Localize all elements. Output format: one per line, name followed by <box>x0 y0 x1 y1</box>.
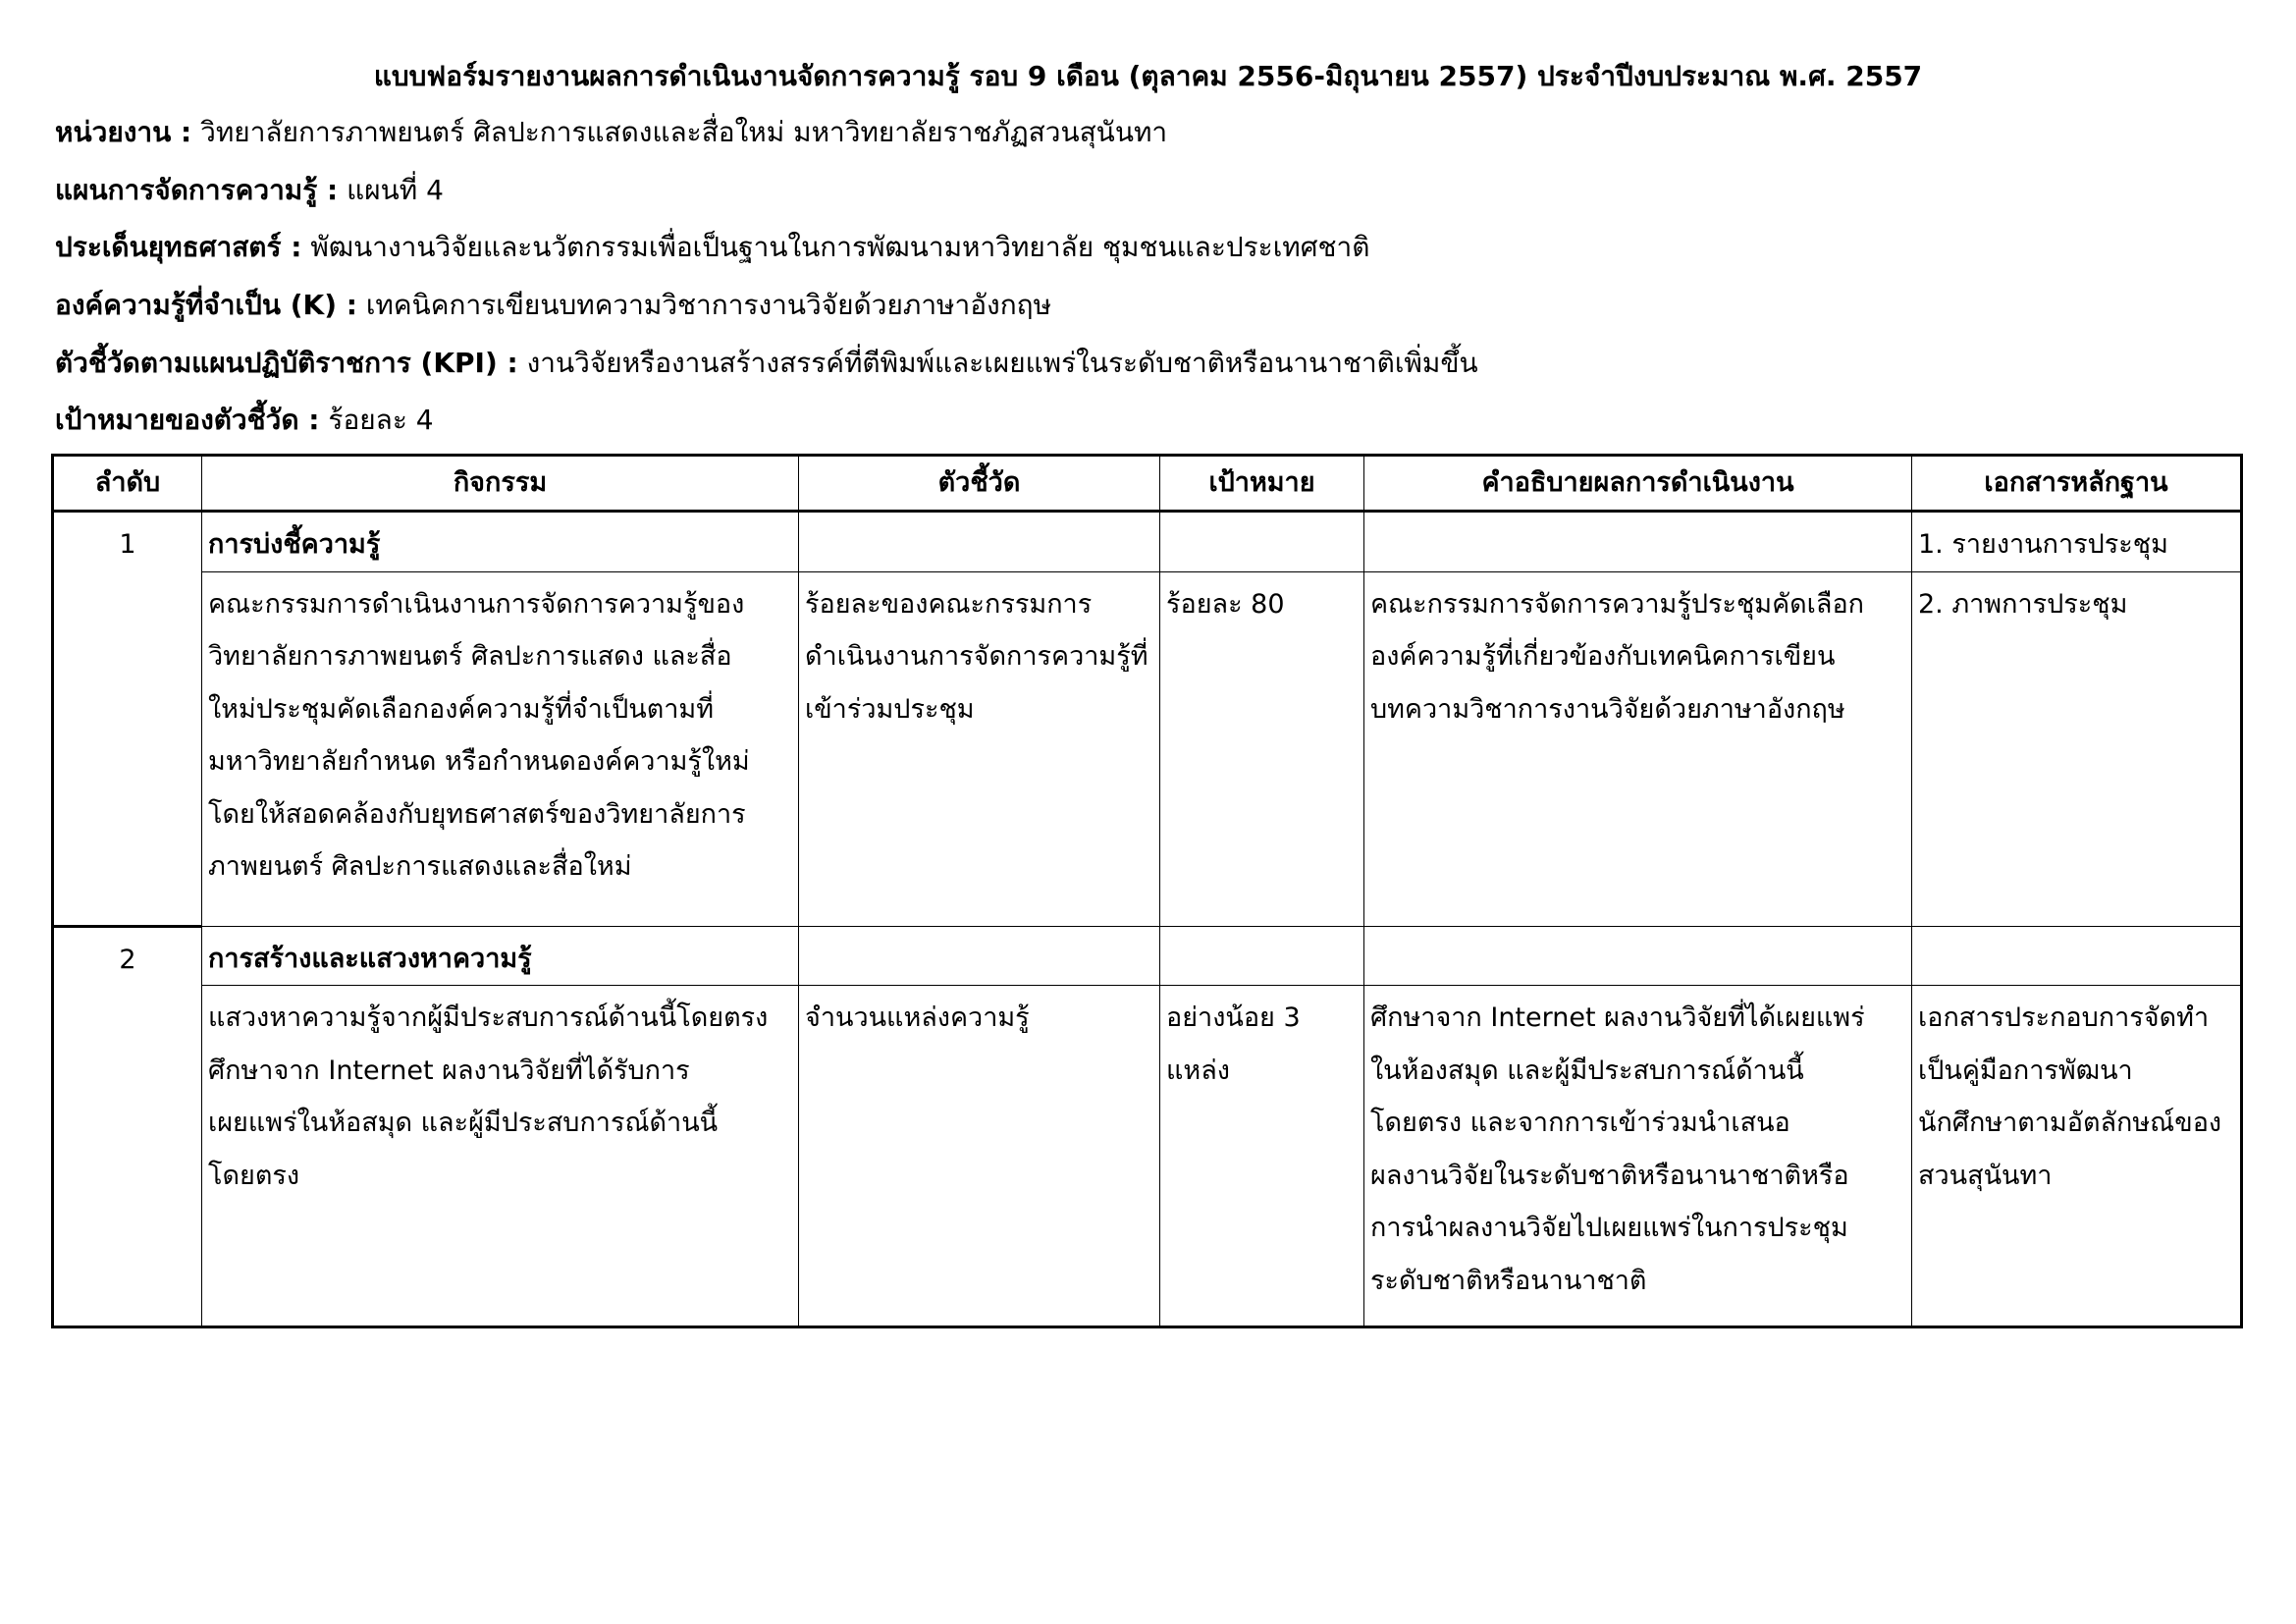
evidence-cell: เอกสารประกอบการจัดทำ เป็นคู่มือการพัฒนา นักศึกษาตามอัตลักษณ์ของ สวนสุนันทา <box>1912 986 2242 1327</box>
step-evidence: 1. รายงานการประชุม <box>1912 512 2242 572</box>
document-title: แบบฟอร์มรายงานผลการดำเนินงานจัดการความรู้ รอบ 9 เดือน (ตุลาคม 2556-มิถุนายน 2557) ประจำปีงบประมาณ พ.ศ. 2557 <box>373 60 1923 92</box>
step-title <box>202 512 799 572</box>
empty-cell <box>1364 926 1912 986</box>
result-cell: ศึกษาจาก Internet ผลงานวิจัยที่ได้เผยแพร่ ในห้องสมุด และผู้มีประสบการณ์ด้านนี้ โดยตรง และจากการเข้าร่วมนำเสนอ ผลงานวิจัยในระดับชาติหรือนานาชาติหรือ การนำผลงานวิจัยไปเผยแพร่ในการประชุม ระดับชาติหรือนานาชาติ <box>1364 986 1912 1327</box>
info-strategy-label: ประเด็นยุทธศาสตร์ : <box>55 231 302 264</box>
table-row <box>53 512 2242 572</box>
info-kpi-value: งานวิจัยหรืองานสร้างสรรค์ที่ตีพิมพ์และเผยแพร่ในระดับชาติหรือนานาชาติเพิ่มขึ้น <box>526 346 1478 379</box>
info-kpi-label: ตัวชี้วัดตามแผนปฏิบัติราชการ (KPI) : <box>55 346 518 379</box>
empty-cell <box>1160 926 1364 986</box>
header-activity: กิจกรรม <box>202 456 799 512</box>
result-cell: คณะกรรมการจัดการความรู้ประชุมคัดเลือก องค์ความรู้ที่เกี่ยวข้องกับเทคนิคการเขียน บทความวิชาการงานวิจัยด้วยภาษาอังกฤษ <box>1364 571 1912 926</box>
empty-cell <box>799 926 1160 986</box>
step-evidence <box>1912 926 2242 986</box>
info-strategy-value: พัฒนางานวิจัยและนวัตกรรมเพื่อเป็นฐานในการพัฒนามหาวิทยาลัย ชุมชนและประเทศชาติ <box>310 231 1370 264</box>
info-strategy <box>55 228 2244 286</box>
info-kpi <box>55 344 2244 402</box>
info-knowledge-value: เทคนิคการเขียนบทความวิชาการงานวิจัยด้วยภาษาอังกฤษ <box>365 289 1052 322</box>
info-target-value: ร้อยละ 4 <box>328 404 434 437</box>
info-plan <box>55 171 2244 229</box>
header-order: ลำดับ <box>53 456 202 512</box>
header-target: เป้าหมาย <box>1160 456 1364 512</box>
row-order: 1 <box>53 512 202 927</box>
report-table <box>51 454 2243 1328</box>
evidence-cell: 2. ภาพการประชุม <box>1912 571 2242 926</box>
info-plan-value: แผนที่ 4 <box>347 173 444 206</box>
header-evidence: เอกสารหลักฐาน <box>1912 456 2242 512</box>
activity-cell: แสวงหาความรู้จากผู้มีประสบการณ์ด้านนี้โดยตรง ศึกษาจาก Internet ผลงานวิจัยที่ได้รับการ เผยแพร่ในห้อสมุด และผู้มีประสบการณ์ด้านนี้ โดยตรง <box>202 986 799 1327</box>
info-target <box>55 401 2244 459</box>
info-target-label: เป้าหมายของตัวชี้วัด : <box>55 404 320 437</box>
empty-cell <box>1160 512 1364 572</box>
info-knowledge-label: องค์ความรู้ที่จำเป็น (K) : <box>55 289 357 322</box>
table-row <box>53 571 2242 926</box>
table-row <box>53 986 2242 1327</box>
step-title <box>202 926 799 986</box>
info-plan-label: แผนการจัดการความรู้ : <box>55 173 339 206</box>
indicator-cell: จำนวนแหล่งความรู้ <box>799 986 1160 1327</box>
indicator-cell: ร้อยละของคณะกรรมการ ดำเนินงานการจัดการความรู้ที่ เข้าร่วมประชุม <box>799 571 1160 926</box>
info-unit <box>55 113 2244 171</box>
info-unit-value: วิทยาลัยการภาพยนตร์ ศิลปะการแสดงและสื่อใหม่ มหาวิทยาลัยราชภัฏสวนสุนันทา <box>200 116 1168 148</box>
activity-cell: คณะกรรมการดำเนินงานการจัดการความรู้ของ วิทยาลัยการภาพยนตร์ ศิลปะการแสดง และสื่อ ใหม่ประชุมคัดเลือกองค์ความรู้ที่จำเป็นตามที่ มหาวิทยาลัยกำหนด หรือกำหนดองค์ความรู้ใหม่ โดยให้สอดคล้องกับยุทธศาสตร์ของวิทยาลัยการ ภาพยนตร์ ศิลปะการแสดงและสื่อใหม่ <box>202 571 799 926</box>
header-indicator: ตัวชี้วัด <box>799 456 1160 512</box>
table-header-row <box>53 456 2242 512</box>
empty-cell <box>799 512 1160 572</box>
report-info <box>55 113 2244 459</box>
row-order: 2 <box>53 926 202 1327</box>
info-knowledge <box>55 286 2244 344</box>
step-title-text: การสร้างและแสวงหาความรู้ <box>208 943 532 974</box>
target-cell: อย่างน้อย 3 แหล่ง <box>1160 986 1364 1327</box>
table-row <box>53 926 2242 986</box>
step-title-text: การบ่งชี้ความรู้ <box>208 529 381 560</box>
target-cell: ร้อยละ 80 <box>1160 571 1364 926</box>
empty-cell <box>1364 512 1912 572</box>
info-unit-label: หน่วยงาน : <box>55 116 192 148</box>
header-result: คำอธิบายผลการดำเนินงาน <box>1364 456 1912 512</box>
